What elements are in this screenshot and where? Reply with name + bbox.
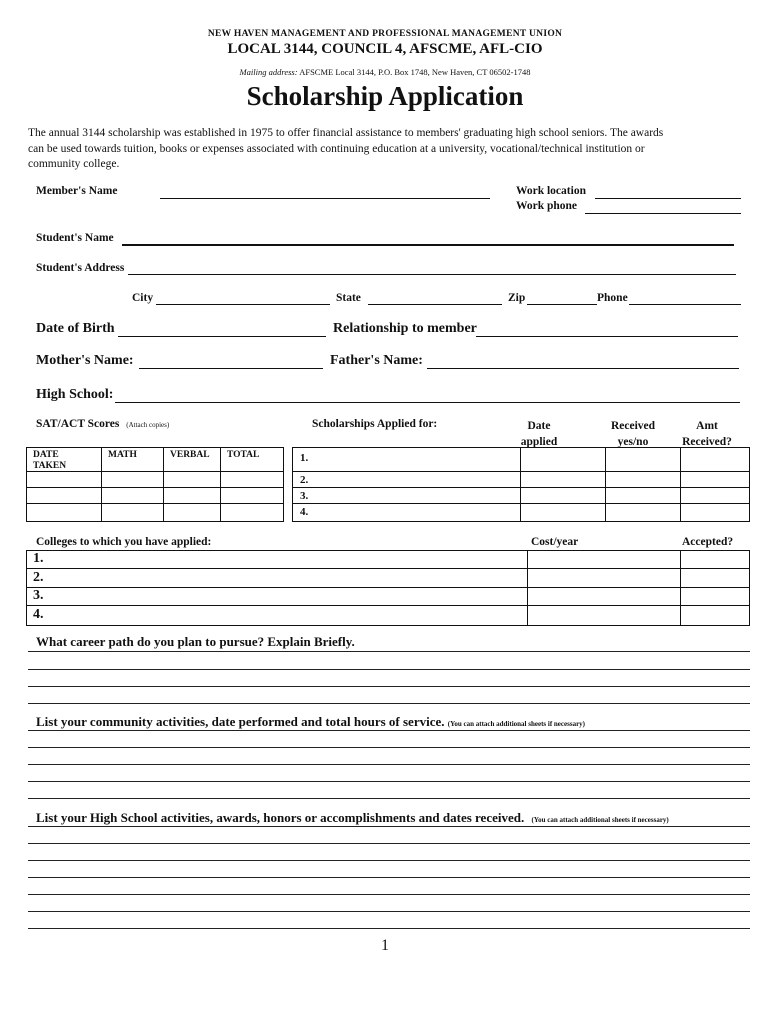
accepted-header: Accepted?: [682, 536, 734, 548]
amt-received-header: Amt Received?: [682, 420, 732, 448]
college-row: 3.: [33, 588, 44, 603]
intro-line: The annual 3144 scholarship was established in 1975 to offer financial assistance to members' graduating high school seniors. The awards: [28, 127, 664, 139]
highschool-question: [36, 810, 669, 826]
answer-line[interactable]: [28, 686, 750, 687]
colleges-table: [26, 550, 750, 626]
union-name: NEW HAVEN MANAGEMENT AND PROFESSIONAL MANAGEMENT UNION: [207, 29, 563, 39]
father-field[interactable]: [427, 368, 739, 369]
career-question: What career path do you plan to pursue? Explain Briefly.: [36, 634, 355, 649]
answer-line[interactable]: [28, 860, 750, 861]
student-name-label: Student's Name: [36, 232, 114, 244]
scholarship-row: 1.: [300, 452, 309, 464]
relationship-label: Relationship to member: [333, 321, 477, 336]
answer-line[interactable]: [28, 651, 750, 652]
answer-line[interactable]: [28, 669, 750, 670]
phone-label: Phone: [597, 292, 628, 304]
highschool-question-text: List your High School activities, awards, honors or accomplishments and dates received.: [36, 810, 525, 825]
mother-field[interactable]: [139, 368, 323, 369]
state-field[interactable]: [368, 304, 502, 305]
local-heading: LOCAL 3144, COUNCIL 4, AFSCME, AFL-CIO: [227, 41, 543, 57]
student-name-field[interactable]: [122, 244, 734, 246]
intro-text: [28, 126, 663, 173]
high-school-label: High School:: [36, 387, 114, 402]
college-row: 2.: [33, 570, 44, 585]
answer-line[interactable]: [28, 703, 750, 704]
verbal-header: VERBAL: [170, 450, 210, 460]
phone-field[interactable]: [629, 304, 741, 305]
dob-field[interactable]: [118, 336, 326, 337]
scholarships-table: [292, 447, 750, 522]
state-label: State: [336, 292, 361, 304]
dob-label: Date of Birth: [36, 321, 115, 336]
mailing-address: AFSCME Local 3144, P.O. Box 1748, New Haven, CT 06502-1748: [299, 67, 531, 77]
math-header: MATH: [108, 450, 137, 460]
work-phone-label: Work phone: [516, 200, 578, 212]
community-note: (You can attach additional sheets if necessary): [447, 720, 586, 728]
page-title: Scholarship Application: [246, 81, 524, 111]
answer-line[interactable]: [28, 928, 750, 929]
student-address-field[interactable]: [128, 274, 736, 275]
community-question: [36, 714, 585, 730]
page-number: 1: [381, 937, 389, 954]
father-label: Father's Name:: [330, 353, 423, 368]
work-location-label: Work location: [516, 185, 586, 197]
answer-line[interactable]: [28, 730, 750, 731]
mother-label: Mother's Name:: [36, 353, 134, 368]
zip-label: Zip: [508, 292, 526, 304]
relationship-field[interactable]: [476, 336, 738, 337]
intro-line: community college.: [28, 158, 120, 170]
date-applied-header: Date applied: [520, 420, 558, 448]
colleges-heading: Colleges to which you have applied:: [36, 536, 212, 548]
answer-line[interactable]: [28, 747, 750, 748]
scores-heading-text: SAT/ACT Scores: [36, 418, 120, 430]
answer-line[interactable]: [28, 877, 750, 878]
member-name-label: Member's Name: [36, 185, 118, 197]
city-label: City: [132, 292, 154, 304]
answer-line[interactable]: [28, 843, 750, 844]
mailing-line: [0, 67, 770, 77]
intro-line: can be used towards tuition, books or expenses associated with continuing education at a university, vocational/technical institution or: [28, 142, 645, 155]
highschool-note: (You can attach additional sheets if necessary): [531, 816, 669, 824]
city-field[interactable]: [156, 304, 330, 305]
date-taken-header: DATE TAKEN: [33, 450, 67, 471]
received-header: Received yes/no: [610, 420, 656, 448]
work-location-field[interactable]: [595, 198, 741, 199]
scores-heading: [36, 418, 169, 430]
college-row: 4.: [33, 607, 44, 622]
student-address-label: Student's Address: [36, 262, 125, 274]
answer-line[interactable]: [28, 894, 750, 895]
total-header: TOTAL: [227, 450, 260, 460]
scholarship-row: 2.: [300, 474, 309, 486]
scores-note: (Attach copies): [126, 421, 170, 429]
answer-line[interactable]: [28, 826, 750, 827]
scholarship-row: 3.: [300, 490, 309, 502]
work-phone-field[interactable]: [585, 213, 741, 214]
answer-line[interactable]: [28, 911, 750, 912]
answer-line[interactable]: [28, 798, 750, 799]
answer-line[interactable]: [28, 764, 750, 765]
scholarship-row: 4.: [300, 506, 309, 518]
zip-field[interactable]: [527, 304, 597, 305]
community-question-text: List your community activities, date performed and total hours of service.: [36, 714, 445, 729]
high-school-field[interactable]: [115, 402, 740, 403]
answer-line[interactable]: [28, 781, 750, 782]
mailing-label: Mailing address:: [239, 67, 298, 77]
cost-year-header: Cost/year: [531, 536, 579, 548]
member-name-field[interactable]: [160, 198, 490, 199]
college-row: 1.: [33, 551, 44, 566]
scholarships-heading: Scholarships Applied for:: [312, 418, 438, 430]
